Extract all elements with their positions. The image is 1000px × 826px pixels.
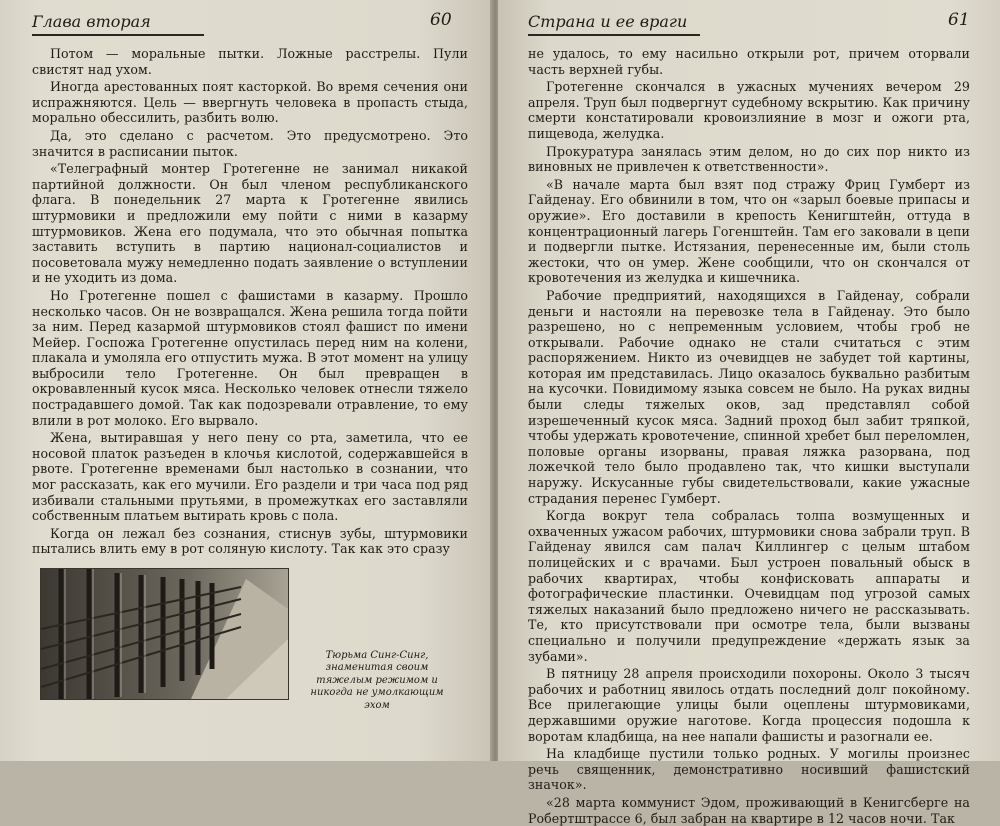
paragraph: Когда вокруг тела собралась толпа возмущенных и охваченных ужасом рабочих, штурмовики снова забрали труп. В Гайденау явился сам палач Киллингер с целым штабом полицейских и с врачами. Был устроен повальный обыск в рабочих квартирах, чтобы конфисковать аппараты и фотографические пластинки. Очевидцам под угрозой самых тяжелых наказаний было предложено ничего не рассказывать. Те, кто присутствовали при осмотре тела, были вызваны специально и получили предупреждение «держать язык за зубами».	[528, 508, 970, 664]
figure-caption: Тюрьма Синг-Синг, знаменитая своим тяжелым режимом и никогда не умолкающим эхом	[310, 650, 444, 711]
header-rule	[32, 34, 204, 36]
paragraph: Рабочие предприятий, находящихся в Гайденау, собрали деньги и настояли на перевозке тела в Гайденау. Это было разрешено, но с непременным условием, чтобы гроб не открывали. Рабочие однако не стали считаться с этим распоряжением. Никто из очевидцев не забудет той картины, которая им представилась. Лицо оказалось буквально разбитым на кусочки. Повидимому языка совсем не было. На руках видны были следы тяжелых оков, зад представлял собой изрешеченный кусок мяса. Задний проход был забит тряпкой, чтобы удержать кровотечение, спинной хребет был переломлен, половые органы изорваны, правая ляжка разорвана, под ложечкой тело было продавлено так, что кишки выступали наружу. Искусанные губы свидетельствовали, какие ужасные страдания перенес Гумберт.	[528, 287, 970, 506]
paragraph: Когда он лежал без сознания, стиснув зубы, штурмовики пытались влить ему в рот соляную кислоту. Так как это сразу	[32, 525, 468, 557]
paragraph: Жена, вытиравшая у него пену со рта, заметила, что ее носовой платок разъеден в клочья кислотой, содержавшейся в рвоте. Гротегенне временами был настолько в сознании, что мог рассказать, как его мучили. Его раздели и три часа под ряд избивали стальными прутьями, в промежутках его заставляли собственным платьем вытирать кровь с пола.	[32, 430, 468, 524]
paragraph: Гротегенне скончался в ужасных мучениях вечером 29 апреля. Труп был подвергнут судебному вскрытию. Как причину смерти констатировали кровоизлияние в мозг и ожоги рта, пищевода, желудка.	[528, 79, 970, 141]
right-page	[498, 0, 1000, 826]
figure	[40, 568, 450, 711]
paragraph: Иногда арестованных поят касторкой. Во время сечения они испражняются. Цель — ввергнуть человека в пропасть стыда, морально обессилить, разбить волю.	[32, 79, 468, 126]
page-number: 60	[430, 10, 452, 30]
paragraph: На кладбище пустили только родных. У могилы произнес речь священник, демонстративно носивший фашистский значок».	[528, 746, 970, 793]
right-page-header	[528, 4, 970, 38]
page-number: 61	[948, 10, 970, 30]
header-rule	[528, 34, 700, 36]
running-title: Глава вторая	[32, 12, 151, 31]
prison-photo	[40, 568, 289, 700]
left-page	[0, 0, 492, 761]
left-page-header	[32, 4, 468, 38]
paragraph: «Телеграфный монтер Гротегенне не занимал никакой партийной должности. Он был членом республиканского флага. В понедельник 27 марта к Гротегенне явились штурмовики и предложили ему пойти с ними в казарму штурмовиков. Жена его подумала, что это обычная попытка заставить вступить в партию национал-социалистов и посоветовала мужу немедленно подать заявление о вступлении и не уходить из дома.	[32, 161, 468, 286]
paragraph: Потом — моральные пытки. Ложные расстрелы. Пули свистят над ухом.	[32, 46, 468, 77]
prison-photo-image	[41, 569, 288, 699]
paragraph: Прокуратура занялась этим делом, но до сих пор никто из виновных не привлечен к ответственности».	[528, 143, 970, 175]
paragraph: Но Гротегенне пошел с фашистами в казарму. Прошло несколько часов. Он не возвращался. Жена решила тогда пойти за ним. Перед казармой штурмовиков стоял фашист по имени Мейер. Госпожа Гротегенне опустилась перед ним на колени, плакала и умоляла его отпустить мужа. В этот момент на улицу выбросили тело Гротегенне. Он был превращен в окровавленный кусок мяса. Несколько человек отнесли тяжело пострадавшего домой. Так как подозревали отравление, то ему влили в рот молоко. Его вырвало.	[32, 287, 468, 428]
running-title: Страна и ее враги	[528, 12, 688, 31]
paragraph: «28 марта коммунист Эдом, проживающий в Кенигсберге на Робертштрассе 6, был забран на квартире в 12 часов ночи. Так	[528, 794, 970, 826]
paragraph: не удалось, то ему насильно открыли рот, причем оторвали часть верхней губы.	[528, 46, 970, 77]
paragraph: Да, это сделано с расчетом. Это предусмотрено. Это значится в расписании пыток.	[32, 127, 468, 159]
right-page-text	[528, 46, 970, 826]
paragraph: «В начале марта был взят под стражу Фриц Гумберт из Гайденау. Его обвинили в том, что он «зарыл боевые припасы и оружие». Его доставили в крепость Кенигштейн, оттуда в концентрационный лагерь Гогенштейн. Там его заковали в цепи и подвергли пытке. Истязания, перенесенные им, были столь жестоки, что он умер. Жене сообщили, что он скончался от кровотечения из желудка и кишечника.	[528, 176, 970, 286]
left-page-text	[32, 46, 468, 557]
paragraph: В пятницу 28 апреля происходили похороны. Около 3 тысяч рабочих и работниц явилось отдать последний долг покойному. Все прилегающие улицы были оцеплены штурмовиками, державшими оружие наготове. Когда процессия подошла к воротам кладбища, на нее напали фашисты и разогнали ее.	[528, 666, 970, 744]
